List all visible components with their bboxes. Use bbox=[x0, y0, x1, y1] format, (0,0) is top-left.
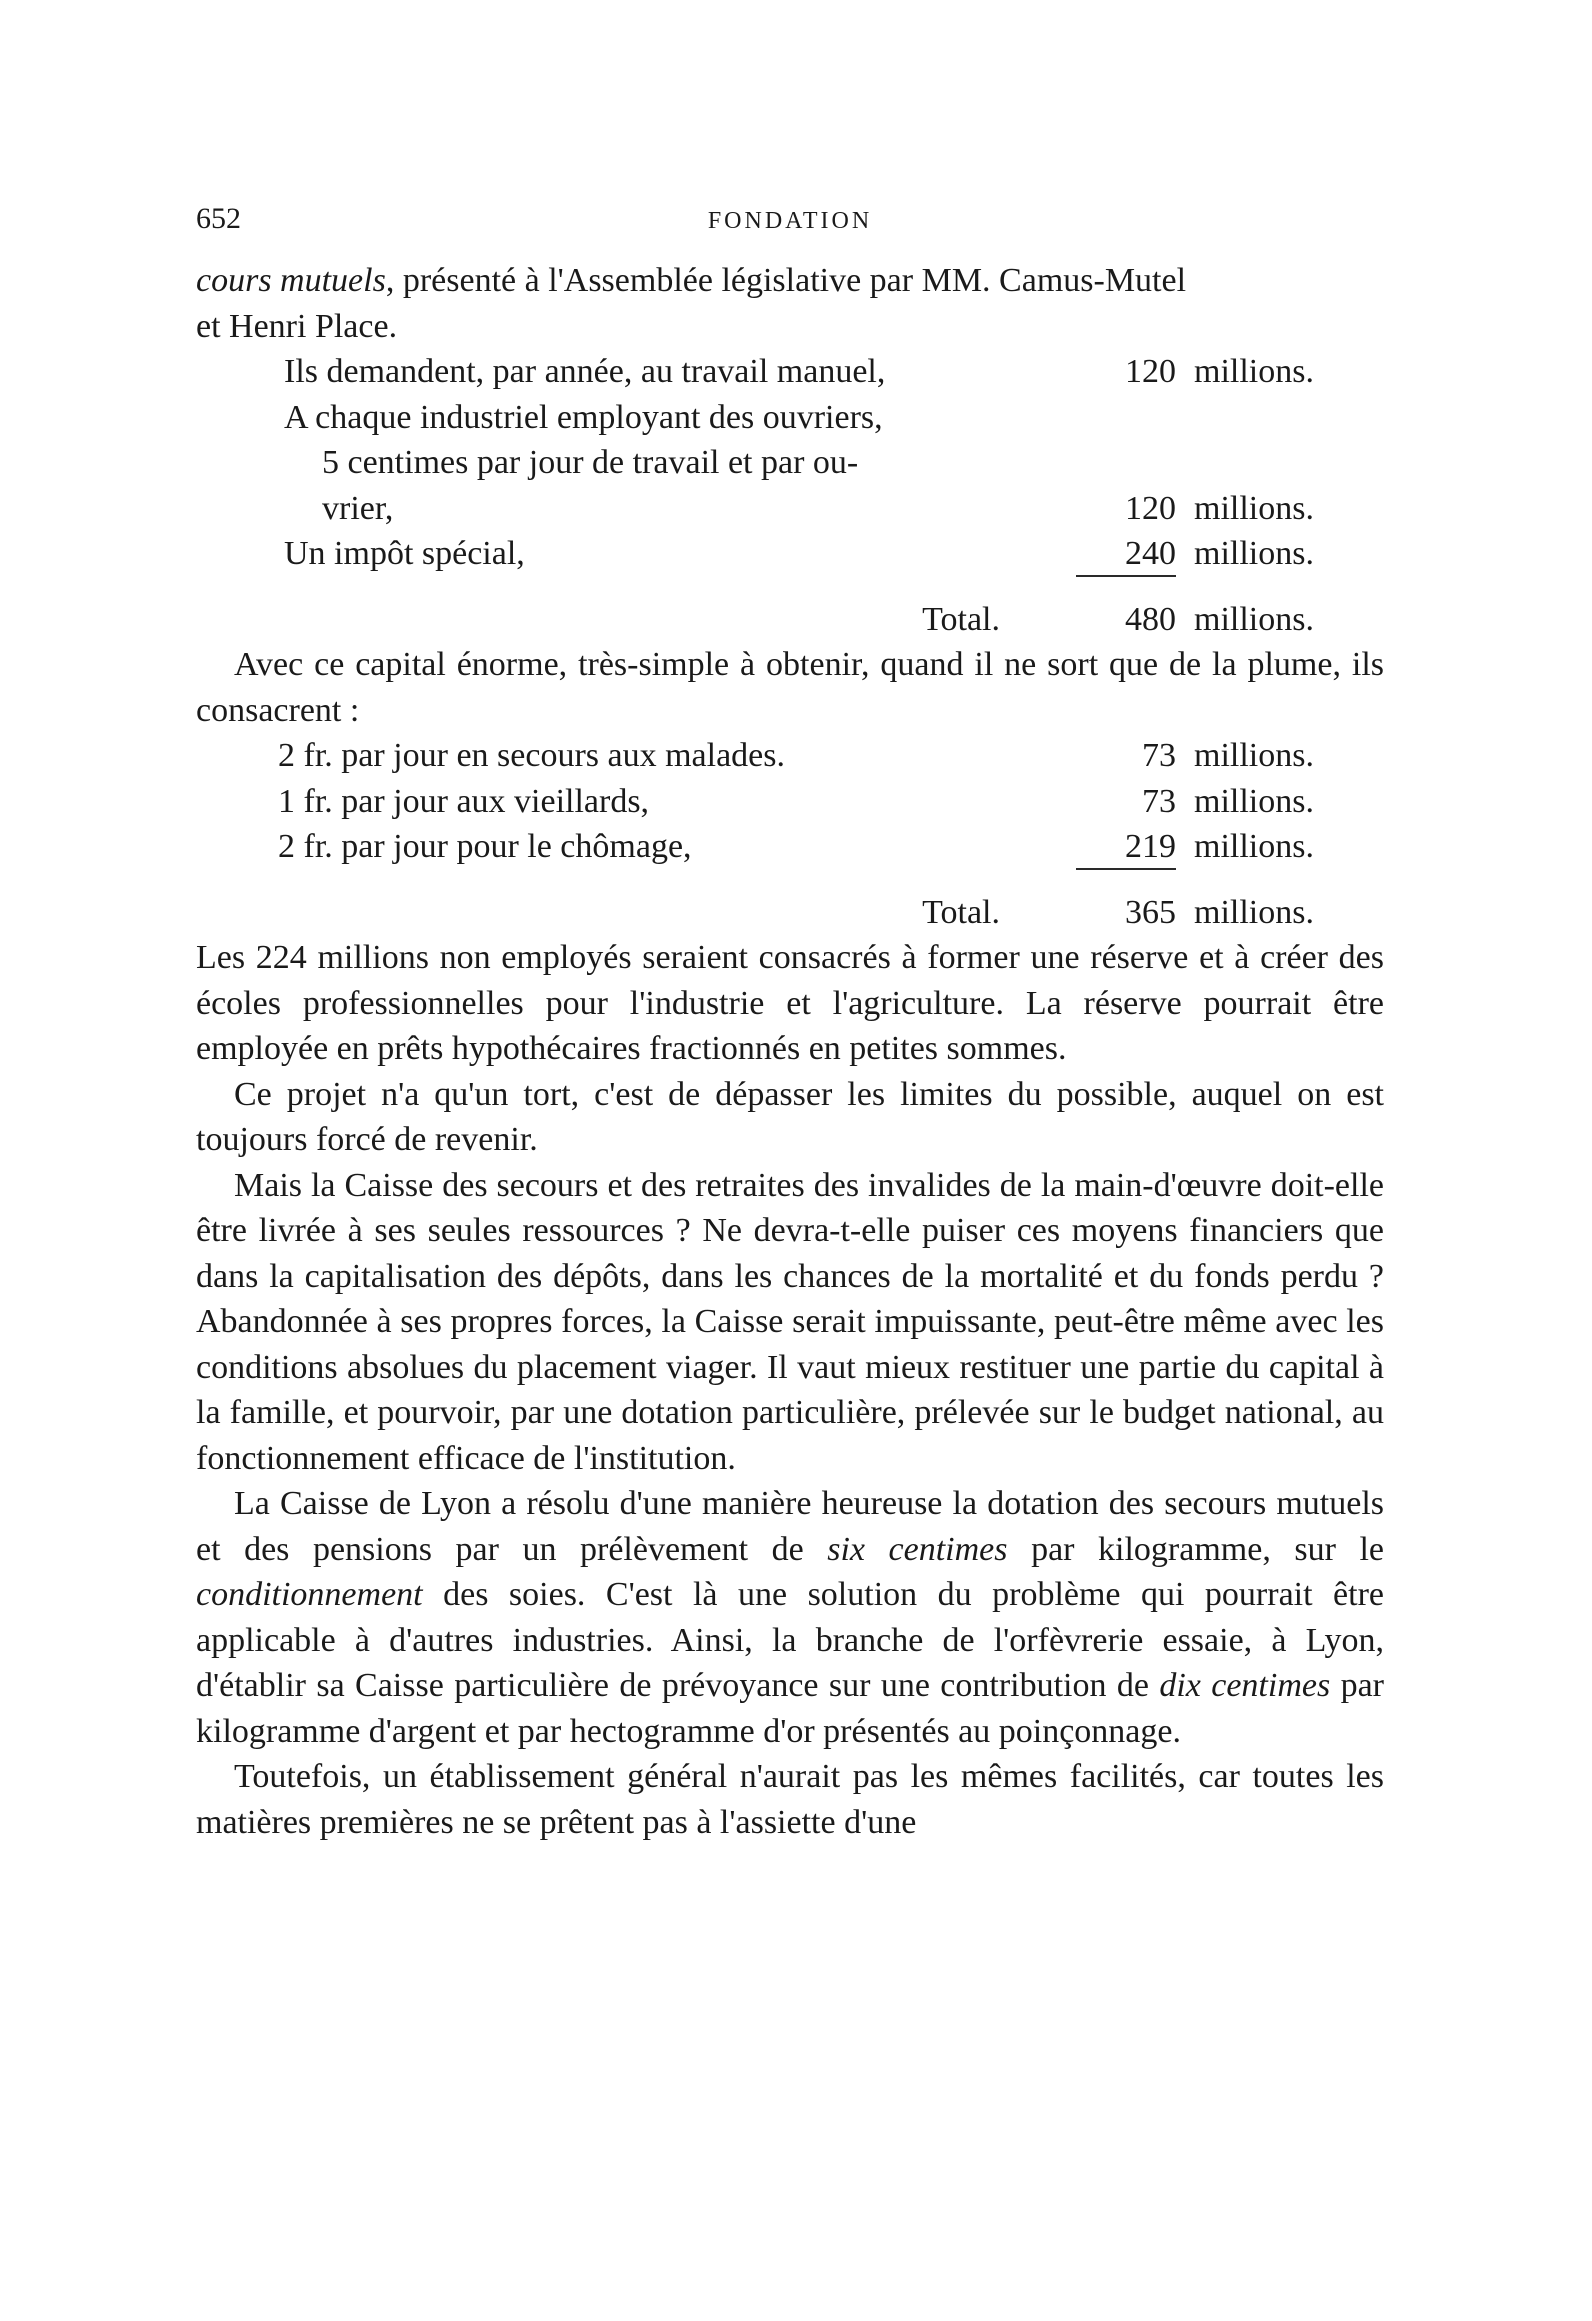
italic-span: six centimes bbox=[827, 1530, 1008, 1568]
caisse-paragraph: Mais la Caisse des secours et des retraites des invalides de la main-d'œuvre doit-elle être livrée à ses seules ressources ? Ne devra-t-elle puiser ces moyens financiers que dans la capitalisation des dépôts, dans les chances de la mortalité et du fonds perdu ? Abandonnée à ses propres forces, la Caisse serait impuissante, peut-être même avec les conditions absolues du placement viager. Il vaut mieux restituer une partie du capital à la famille, et pourvoir, par une dotation particulière, prélevée sur le budget national, au fonctionnement efficace de l'institution. bbox=[196, 1166, 1384, 1477]
table-row bbox=[196, 531, 1384, 577]
text-span: par kilogramme, sur le bbox=[1007, 1530, 1385, 1568]
total-unit: millions. bbox=[1194, 600, 1314, 638]
row-value: 73 bbox=[1142, 737, 1176, 774]
running-title: FONDATION bbox=[707, 208, 873, 234]
table-row bbox=[196, 486, 1384, 532]
row-unit: millions. bbox=[1194, 782, 1314, 820]
row-unit: millions. bbox=[1194, 489, 1314, 527]
toutefois-paragraph: Toutefois, un établissement général n'aurait pas les mêmes facilités, car toutes les matières premières ne se prêtent pas à l'assiette d'une bbox=[196, 1758, 1384, 1841]
text-span: par kilogramme d'argent et par hectogramme d'or présentés au poinçonnage. bbox=[196, 1667, 1384, 1750]
italic-span: dix centimes bbox=[1159, 1667, 1331, 1704]
row-value: 73 bbox=[1142, 782, 1176, 820]
intro-italic: cours mutuels bbox=[196, 262, 386, 299]
intro-paragraph bbox=[196, 258, 1384, 349]
table-row bbox=[196, 349, 1384, 395]
row-label: 2 fr. par jour pour le chômage, bbox=[278, 828, 692, 865]
revenue-table bbox=[196, 349, 1384, 642]
intro-line1-text: , présenté à l'Assemblée législative par MM. Camus-Mutel bbox=[385, 262, 1187, 299]
row-unit: millions. bbox=[1194, 353, 1314, 390]
total-label: Total. bbox=[922, 600, 1000, 638]
text-span: des soies. C'est là une solution du problème qui pourrait être applicable à d'autres industries. Ainsi, la branche de l'orfèvrerie essaie, à Lyon, d'établir sa Caisse particulière de prévoyance sur une contribution de bbox=[196, 1576, 1384, 1704]
row-value: 219 bbox=[1076, 826, 1176, 870]
row-label: Un impôt spécial, bbox=[284, 535, 525, 572]
row-label: Ils demandent, par année, au travail manuel, bbox=[284, 353, 886, 390]
row-value: 120 bbox=[1125, 353, 1176, 390]
projet-paragraph: Ce projet n'a qu'un tort, c'est de dépasser les limites du possible, auquel on est toujours forcé de revenir. bbox=[196, 1075, 1384, 1158]
table-total-row bbox=[196, 890, 1384, 936]
total-label: Total. bbox=[922, 893, 1000, 931]
reserve-paragraph: Les 224 millions non employés seraient consacrés à former une réserve et à créer des écoles professionnelles pour l'industrie et l'agriculture. La réserve pourrait être employée en prêts hypothécaires fractionnés en petites sommes. bbox=[196, 939, 1384, 1067]
table-row bbox=[196, 824, 1384, 870]
row-unit: millions. bbox=[1194, 535, 1314, 572]
table-row bbox=[196, 779, 1384, 825]
consacrent-paragraph: Avec ce capital énorme, très-simple à obtenir, quand il ne sort que de la plume, ils consacrent : bbox=[196, 646, 1384, 729]
row-unit: millions. bbox=[1194, 828, 1314, 865]
row-label: 5 centimes par jour de travail et par ou- bbox=[322, 444, 859, 481]
page-header bbox=[196, 202, 1384, 238]
allocation-table bbox=[196, 733, 1384, 935]
lyon-paragraph bbox=[196, 1481, 1384, 1754]
italic-span: conditionnement bbox=[196, 1576, 423, 1613]
page-number: 652 bbox=[196, 202, 241, 235]
page-body bbox=[196, 258, 1384, 1845]
row-label: vrier, bbox=[322, 489, 394, 527]
table-row bbox=[196, 733, 1384, 779]
row-unit: millions. bbox=[1194, 737, 1314, 774]
intro-line2-text: et Henri Place. bbox=[196, 307, 398, 345]
row-value: 240 bbox=[1076, 533, 1176, 577]
table-row bbox=[196, 440, 1384, 486]
row-label: A chaque industriel employant des ouvriers, bbox=[284, 398, 883, 436]
table-total-row bbox=[196, 597, 1384, 643]
table-row bbox=[196, 395, 1384, 441]
row-label: 2 fr. par jour en secours aux malades. bbox=[278, 737, 785, 774]
total-value: 480 bbox=[1125, 600, 1176, 638]
row-label: 1 fr. par jour aux vieillards, bbox=[278, 782, 650, 820]
text-span: La Caisse de Lyon a résolu d'une manière heureuse la dotation des secours mutuels et des pensions par un prélèvement de bbox=[196, 1485, 1384, 1568]
total-value: 365 bbox=[1125, 893, 1176, 931]
total-unit: millions. bbox=[1194, 893, 1314, 931]
row-value: 120 bbox=[1125, 489, 1176, 527]
